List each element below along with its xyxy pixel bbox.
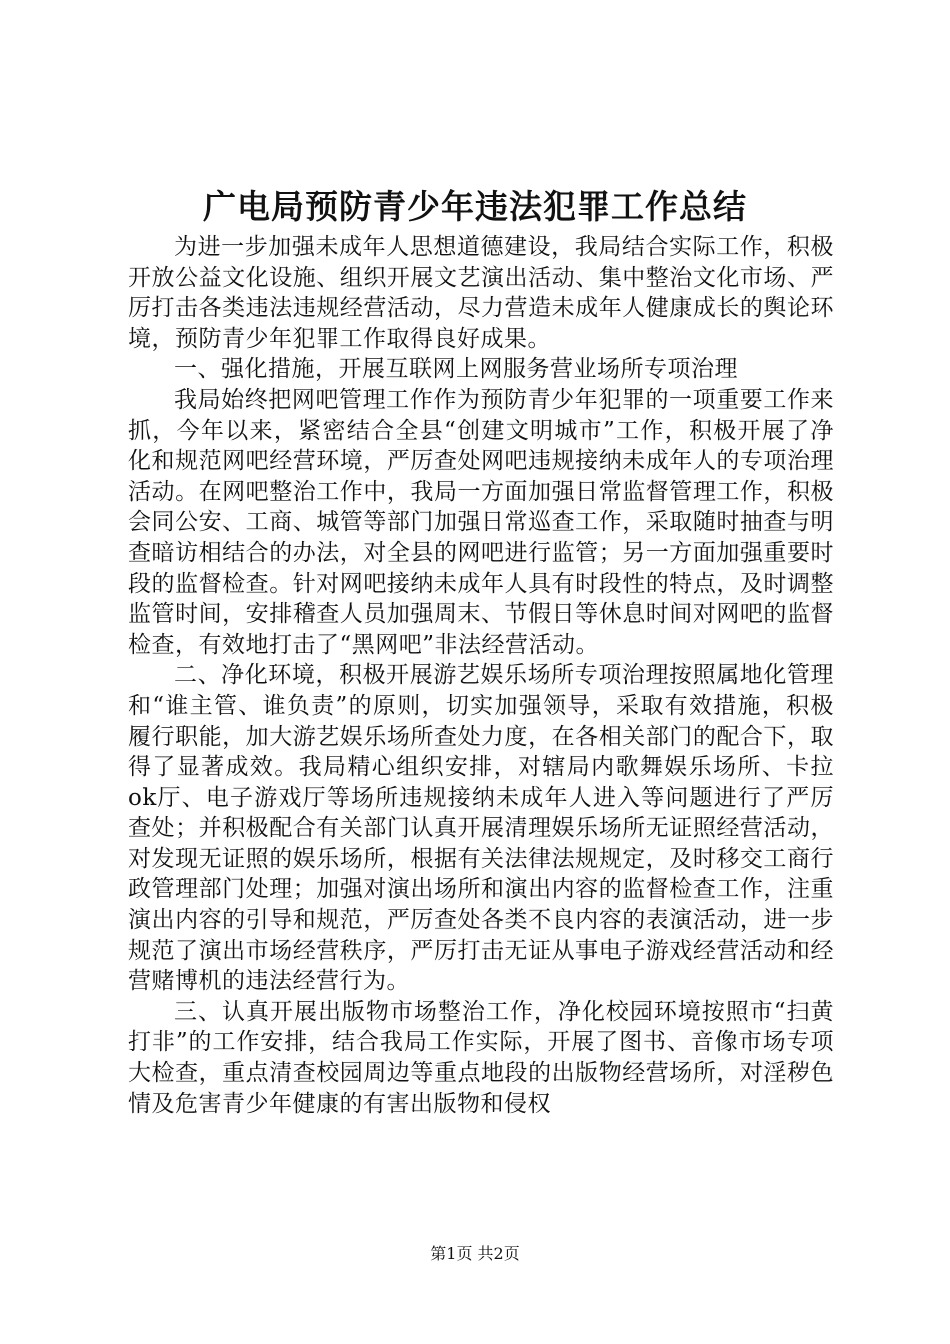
document-body bbox=[128, 232, 834, 1119]
paragraph-section-3: 三、认真开展出版物市场整治工作，净化校园环境按照市“扫黄打非”的工作安排，结合我局工作实际，开展了图书、音像市场专项大检查，重点清查校园周边等重点地段的出版物经营场所，对淫秽色情及危害青少年健康的有害出版物和侵权 bbox=[128, 998, 834, 1117]
section-heading-1: 一、强化措施，开展互联网上网服务营业场所专项治理 bbox=[174, 356, 738, 383]
document-title: 广电局预防青少年违法犯罪工作总结 bbox=[203, 187, 747, 226]
paragraph-intro: 为进一步加强未成年人思想道德建设，我局结合实际工作，积极开放公益文化设施、组织开展文艺演出活动、集中整治文化市场、严厉打击各类违法违规经营活动，尽力营造未成年人健康成长的舆论环境，预防青少年犯罪工作取得良好成果。 bbox=[128, 234, 834, 352]
paragraph-section-2: 二、净化环境，积极开展游艺娱乐场所专项治理按照属地化管理和“谁主管、谁负责”的原则，切实加强领导，采取有效措施，积极履行职能，加大游艺娱乐场所查处力度，在各相关部门的配合下，取得了显著成效。我局精心组织安排，对辖局内歌舞娱乐场所、卡拉ok厅、电子游戏厅等场所违规接纳未成年人进入等问题进行了严厉查处；并积极配合有关部门认真开展清理娱乐场所无证照经营活动，对发现无证照的娱乐场所，根据有关法律法规规定，及时移交工商行政管理部门处理；加强对演出场所和演出内容的监督检查工作，注重演出内容的引导和规范，严厉查处各类不良内容的表演活动，进一步规范了演出市场经营秩序，严厉打击无证从事电子游戏经营活动和经营赌博机的违法经营行为。 bbox=[128, 662, 834, 995]
page-number-footer: 第1页 共2页 bbox=[430, 1244, 520, 1263]
paragraph-section-1: 我局始终把网吧管理工作作为预防青少年犯罪的一项重要工作来抓，今年以来，紧密结合全县“创建文明城市”工作，积极开展了净化和规范网吧经营环境，严厉查处网吧违规接纳未成年人的专项治理活动。在网吧整治工作中，我局一方面加强日常监督管理工作，积极会同公安、工商、城管等部门加强日常巡查工作，采取随时抽查与明查暗访相结合的办法，对全县的网吧进行监管；另一方面加强重要时段的监督检查。针对网吧接纳未成年人具有时段性的特点，及时调整监管时间，安排稽查人员加强周末、节假日等休息时间对网吧的监督检查，有效地打击了“黑网吧”非法经营活动。 bbox=[128, 386, 834, 658]
